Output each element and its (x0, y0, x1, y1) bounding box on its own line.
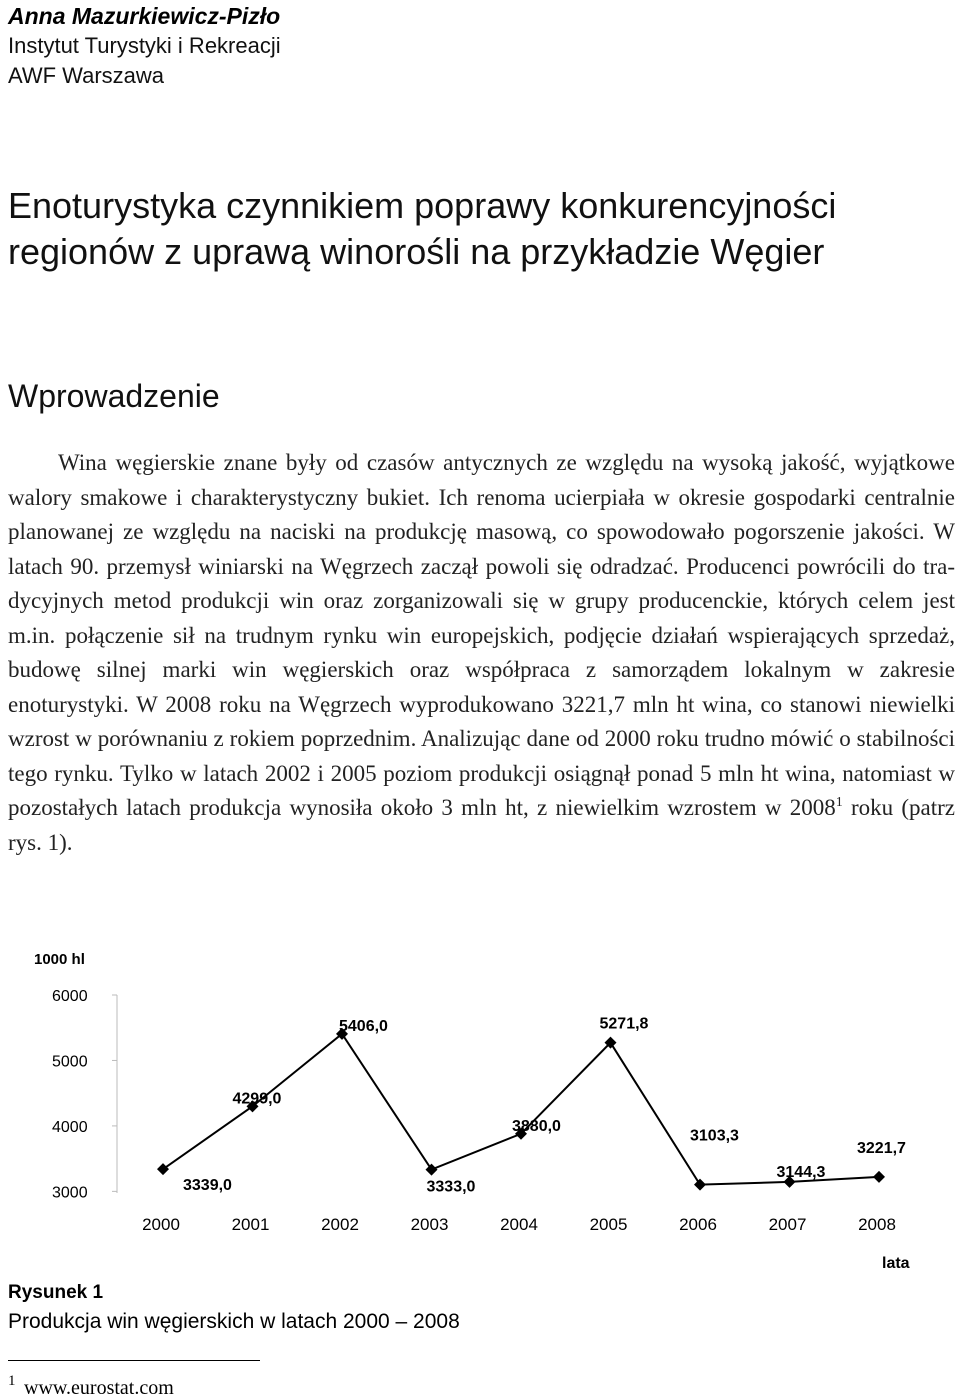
footnote-reference: 1 (835, 795, 843, 810)
x-tick-label: 2004 (500, 1215, 538, 1234)
y-axis-label: 1000 hl (34, 951, 85, 968)
y-tick-label: 3000 (52, 1184, 88, 1202)
data-label: 5271,8 (599, 1015, 649, 1033)
data-label: 3333,0 (426, 1178, 476, 1196)
footnote-text: www.eurostat.com (24, 1377, 174, 1399)
paragraph-main-text: Wina węgierskie znane były od czasów antycznych ze względu na wysoką jakość, wyjątkowe walory smakowe i charakterystyczny bukiet. Ich renoma ucierpiała w okresie gospodarki centralnie planowanej ze względu na naciski na produkcję masową, co spowodowało pogorszenie jakości. W latach 90. przemysł winiarski na Węgrzech zaczął powoli się odradzać. Producenci powrócili do tradycyjnych metod produkcji win oraz zorganizowali się w grupy producenckie, których celem jest m.in. połączenie sił na trudnym rynku win europejskich, podjęcie działań wspierających sprzedaż, budowę silnej marki win węgierskich oraz współpraca z samorządem lokalnym w zakresie enoturystyki. W 2008 roku na Węgrzech wyprodukowano 3221,7 mln ht wina, co stanowi niewielki wzrost w porównaniu z rokiem poprzednim. Analizując dane od 2000 roku trudno mówić o stabilności tego rynku. Tylko w latach 2002 i 2005 poziom produkcji osiągnął ponad 5 mln ht wina, natomiast w pozostałych latach produkcja wynosiła około 3 mln ht, z niewielkim wzrostem w 2008 (8, 450, 955, 820)
x-tick-label: 2003 (410, 1215, 449, 1234)
x-tick-label: 2005 (589, 1215, 628, 1234)
figure-caption: Produkcja win węgierskich w latach 2000 – 2008 (8, 1310, 460, 1333)
production-series-line (163, 1034, 879, 1185)
data-point-marker (694, 1179, 706, 1191)
footnote-number: 1 (8, 1373, 16, 1389)
footnote-divider (8, 1360, 260, 1361)
data-label: 3103,3 (690, 1127, 739, 1145)
y-axis-tick-marks (112, 995, 117, 1191)
y-tick-label: 5000 (52, 1053, 88, 1071)
data-label: 4299,0 (232, 1090, 282, 1108)
figure-label: Rysunek 1 (8, 1282, 104, 1303)
x-tick-label: 2007 (768, 1215, 807, 1234)
university-name: AWF Warszawa (8, 63, 165, 88)
x-axis-label: lata (882, 1255, 910, 1272)
y-tick-label: 6000 (52, 988, 88, 1005)
x-tick-label: 2002 (321, 1215, 359, 1234)
body-text (8, 446, 955, 860)
data-label: 3880,0 (512, 1117, 561, 1135)
data-point-marker (157, 1163, 169, 1175)
data-label: 3339,0 (183, 1177, 232, 1195)
data-point-marker (873, 1171, 885, 1183)
x-axis-tick-labels (142, 1215, 896, 1234)
y-tick-label: 4000 (52, 1118, 88, 1136)
paragraph-tail-text: roku (patrz rys. 1). (8, 795, 955, 855)
article-title: Enoturystyka czynnikiem poprawy konkurencyjności regionów z uprawą winorośli na przykładzie Węgier (8, 185, 837, 272)
x-tick-label: 2000 (142, 1215, 180, 1234)
x-tick-label: 2001 (231, 1215, 270, 1234)
body-paragraph (8, 446, 955, 860)
production-line-chart (0, 940, 960, 1280)
data-point-marker (426, 1164, 438, 1176)
data-label: 3144,3 (776, 1163, 826, 1181)
data-labels (183, 1016, 906, 1196)
institute-name: Instytut Turystyki i Rekreacji (8, 33, 281, 58)
x-tick-label: 2006 (679, 1215, 717, 1234)
x-tick-label: 2008 (858, 1215, 896, 1234)
data-label: 3221,7 (857, 1139, 906, 1157)
y-axis-ticks (52, 988, 88, 1201)
data-label: 5406,0 (339, 1017, 388, 1035)
section-heading: Wprowadzenie (8, 378, 220, 414)
author-name: Anna Mazurkiewicz-Pizło (8, 3, 281, 29)
